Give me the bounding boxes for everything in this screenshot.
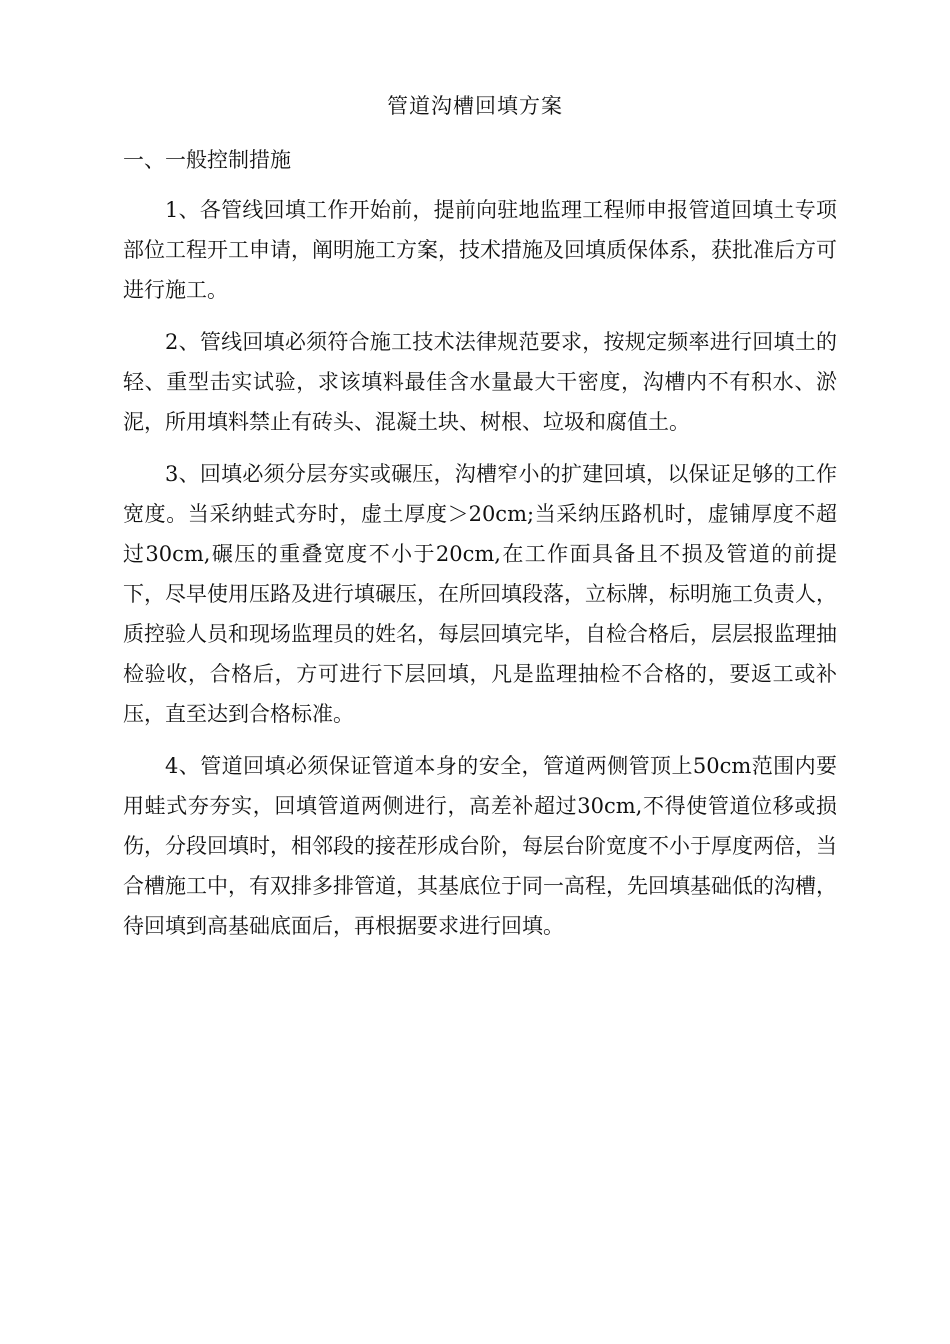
- paragraph-4: 4、管道回填必须保证管道本身的安全，管道两侧管顶上50cm范围内要用蛙式夯夯实，回填管道两侧进行，高差补超过30cm,不得使管道位移或损伤，分段回填时，相邻段的接茬形成台阶，每层台阶宽度不小于厚度两倍，当合槽施工中，有双排多排管道，其基底位于同一高程，先回填基础低的沟槽，待回填到高基础底面后，再根据要求进行回填。: [123, 754, 837, 938]
- paragraph-2: 2、管线回填必须符合施工技术法律规范要求，按规定频率进行回填土的轻、重型击实试验，求该填料最佳含水量最大干密度，沟槽内不有积水、淤泥，所用填料禁止有砖头、混凝土块、树根、垃圾和腐值土。: [123, 330, 837, 434]
- section-heading: 一、一般控制措施: [123, 148, 291, 172]
- document-title: 管道沟槽回填方案: [387, 94, 563, 118]
- document-body: [123, 184, 837, 952]
- paragraph-3: 3、回填必须分层夯实或碾压，沟槽窄小的扩建回填，以保证足够的工作宽度。当采纳蛙式夯时，虚土厚度＞20cm;当采纳压路机时，虚铺厚度不超过30cm,碾压的重叠宽度不小于20cm,在工作面具备且不损及管道的前提下，尽早使用压路及进行填碾压，在所回填段落，立标牌，标明施工负责人，质控验人员和现场监理员的姓名，每层回填完毕，自检合格后，层层报监理抽检验收，合格后，方可进行下层回填，凡是监理抽检不合格的，要返工或补压，直至达到合格标准。: [123, 462, 837, 726]
- paragraph-1: 1、各管线回填工作开始前，提前向驻地监理工程师申报管道回填土专项部位工程开工申请，阐明施工方案，技术措施及回填质保体系，获批准后方可进行施工。: [123, 198, 837, 302]
